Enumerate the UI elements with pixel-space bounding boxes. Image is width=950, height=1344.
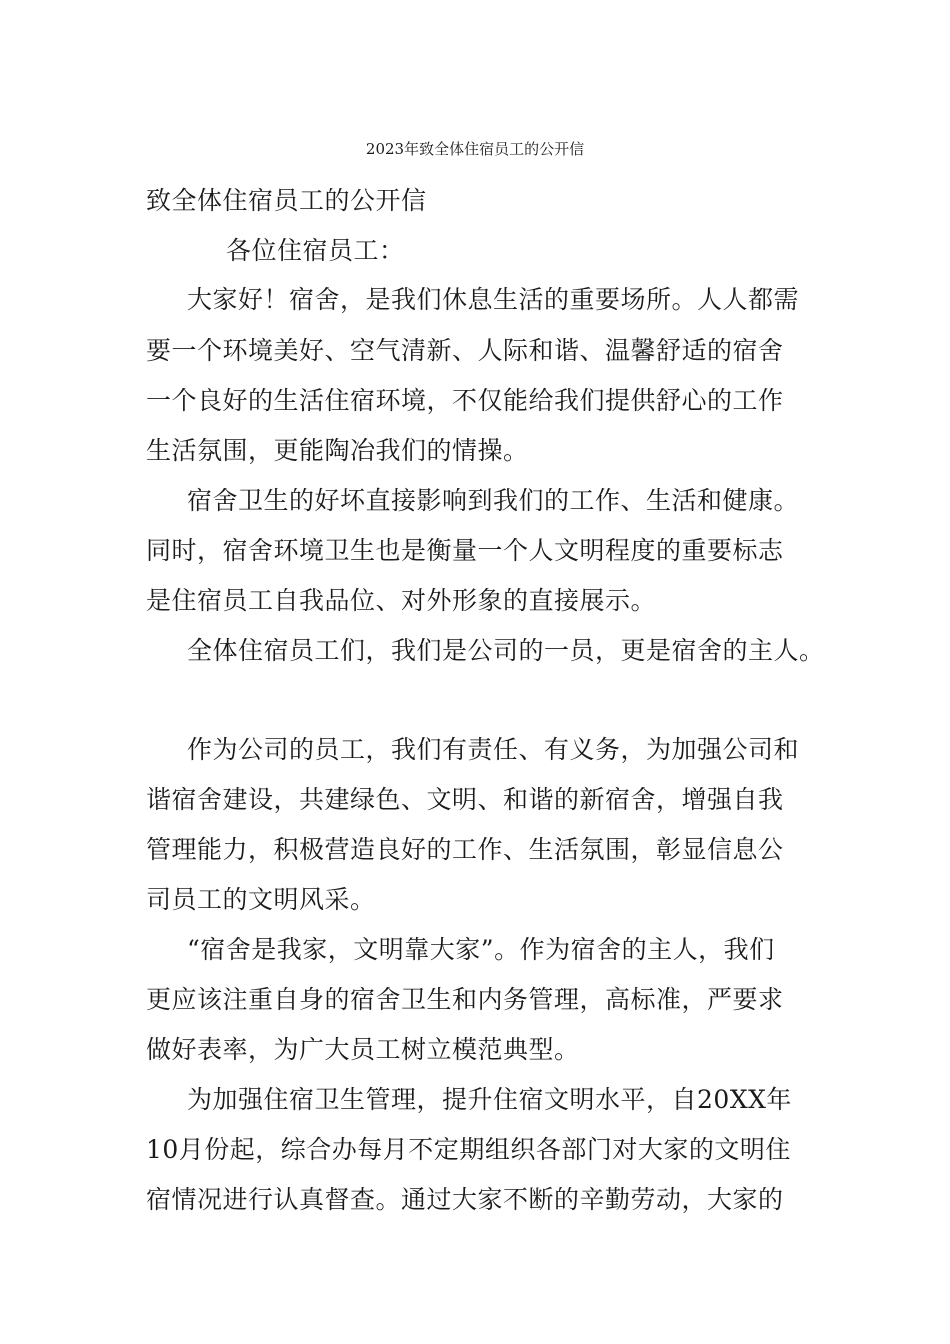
paragraph-line: 宿舍卫生的好坏直接影响到我们的工作、生活和健康。: [187, 486, 800, 515]
paragraph-line: 司员工的文明风采。: [146, 885, 376, 914]
paragraph-line: 作为公司的员工，我们有责任、有义务，为加强公司和: [187, 735, 800, 764]
document-title: 2023年致全体住宿员工的公开信: [365, 140, 585, 158]
document-subtitle: 致全体住宿员工的公开信: [146, 186, 427, 215]
paragraph-line: 是住宿员工自我品位、对外形象的直接展示。: [146, 586, 657, 615]
paragraph-line: 要一个环境美好、空气清新、人际和谐、温馨舒适的宿舍: [146, 336, 784, 365]
paragraph-line: 同时，宿舍环境卫生也是衡量一个人文明程度的重要标志: [146, 536, 784, 565]
paragraph-line: 为加强住宿卫生管理，提升住宿文明水平，自20XX年: [187, 1085, 792, 1114]
paragraph-line: 管理能力，积极营造良好的工作、生活氛围，彰显信息公: [146, 835, 784, 864]
paragraph-line: 10月份起，综合办每月不定期组织各部门对大家的文明住: [146, 1135, 791, 1164]
paragraph-line: 大家好！宿舍，是我们休息生活的重要场所。人人都需: [187, 285, 800, 314]
paragraph-line: 一个良好的生活住宿环境，不仅能给我们提供舒心的工作: [146, 386, 784, 415]
paragraph-line: 做好表率，为广大员工树立模范典型。: [146, 1035, 580, 1064]
salutation: 各位住宿员工：: [226, 236, 405, 265]
paragraph-line: 生活氛围，更能陶冶我们的情操。: [146, 436, 529, 465]
paragraph-line: 更应该注重自身的宿舍卫生和内务管理，高标准，严要求: [146, 985, 784, 1014]
paragraph-line: “宿舍是我家，文明靠大家”。作为宿舍的主人，我们: [187, 935, 775, 964]
paragraph-line: 全体住宿员工们，我们是公司的一员，更是宿舍的主人。: [187, 636, 825, 665]
paragraph-line: 宿情况进行认真督查。通过大家不断的辛勤劳动，大家的: [146, 1185, 784, 1214]
paragraph-line: 谐宿舍建设，共建绿色、文明、和谐的新宿舍，增强自我: [146, 785, 784, 814]
